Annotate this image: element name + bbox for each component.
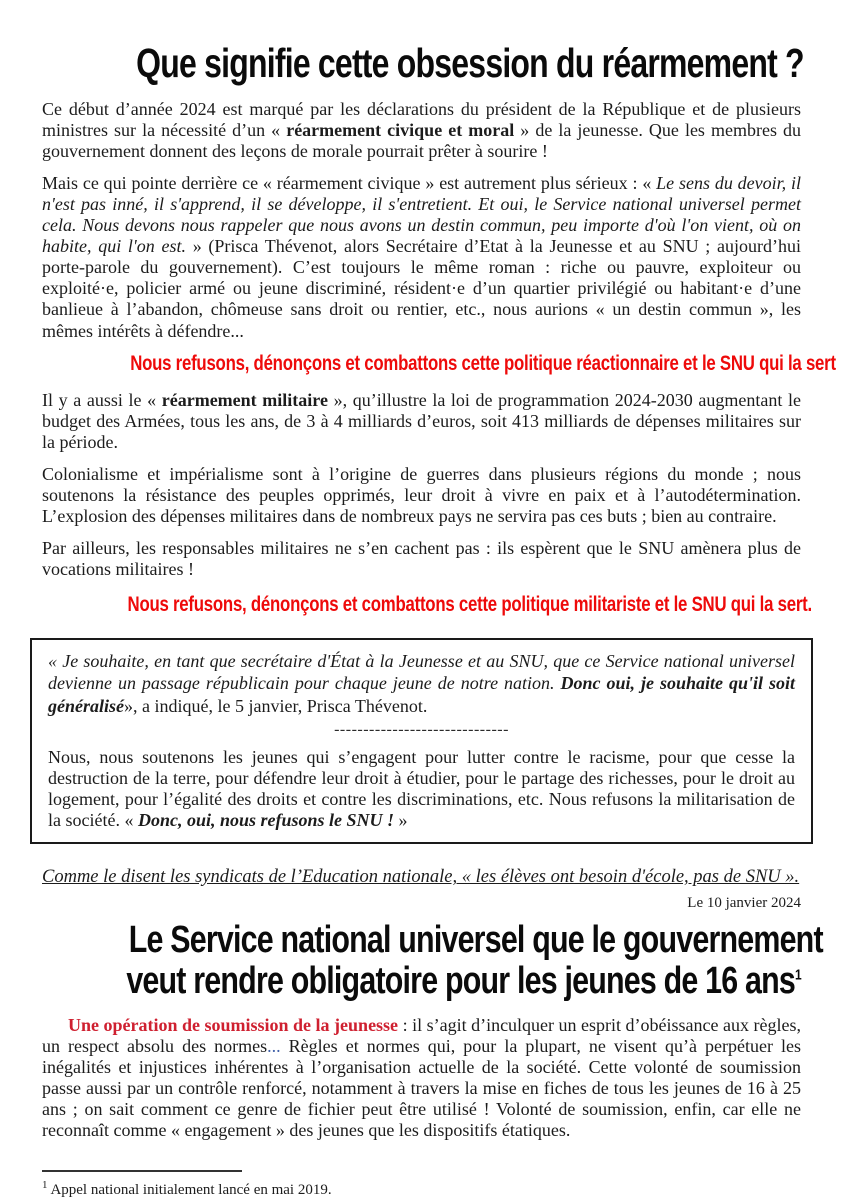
text-segment: Nous, nous soutenons les jeunes qui s’engagent pour lutter contre le racisme, pour que cesse la destruction de la terre, pour défendre leur droit à étudier, pour le partage des richesses, pour le droit au logement, pour l’égalité des droits et contre les discriminations, etc. Nous refusons la militarisation de la société. « <box>48 746 795 830</box>
text-segment: Donc oui, je souhaite qu'il soit généralisé <box>48 673 795 716</box>
slogan-militariste-text: Nous refusons, dénonçons et combattons cette politique militariste et le SNU qui la sert. <box>127 592 812 616</box>
text-segment: » (Prisca Thévenot, alors Secrétaire d’Etat à la Jeunesse et au SNU ; aujourd’hui porte-parole du gouvernement). C’est toujours le même roman : riche ou pauvre, exploiteur ou exploité·e, policier armé ou jeune discriminé, résident·e d’un quartier privilégié ou habitant·e d’une banlieue à l’abandon, chômeuse sans droit ou rentier, etc., nous aurions « un destin commun », les mêmes intérêts à défendre... <box>42 236 802 341</box>
text-segment: » de la jeunesse. Que les membres du gouvernement donnent des leçons de morale pourrait prêter à sourire ! <box>42 120 802 162</box>
paragraph-responsables <box>42 538 801 580</box>
text-segment: réarmement civique et moral <box>286 120 515 141</box>
footnote-mark: 1 <box>42 1178 48 1191</box>
text-segment: Ce début d’année 2024 est marqué par les déclarations du président de la République et de plusieurs ministres sur la nécessité d’un « <box>42 99 801 141</box>
footnote-text: Appel national initialement lancé en mai 2019. <box>50 1181 332 1198</box>
text-segment: Donc, oui, nous refusons le SNU ! <box>137 809 395 830</box>
text-segment: ... <box>267 1036 281 1057</box>
main-title <box>42 40 804 86</box>
slogan-reactionnaire <box>42 351 836 375</box>
quote-box <box>30 638 813 844</box>
secondary-title-line1: Le Service national universel que le gouvernement <box>128 918 823 961</box>
main-title-text: Que signifie cette obsession du réarmement ? <box>136 40 804 86</box>
footnote-reference-mark: 1 <box>794 966 801 984</box>
paragraph-militaire <box>42 390 801 453</box>
secondary-title <box>42 918 823 1004</box>
union-quote-line: Comme le disent les syndicats de l’Education nationale, « les élèves ont besoin d'école, pas de SNU ». <box>42 867 800 888</box>
footnote <box>42 1179 801 1199</box>
slogan-militariste <box>42 592 812 616</box>
text-segment: « Je souhaite, en tant que secrétaire d'État à la Jeunesse et au SNU, que ce Service national universel devienne un passage républicain pour chaque jeune de notre nation. <box>48 651 795 694</box>
text-segment: Règles et normes qui, pour la plupart, ne visent qu’à perpétuer les inégalités et injustices inhérentes à l’organisation actuelle de la société. Cette volonté de soumission passe aussi par un contrôle renforcé, notamment à travers la mise en fiches de tous les jeunes de 16 à 25 ans ; on sait comment ce genre de fichier peut être utilisé ! Volonté de soumission, enfin, car elle ne reconnaît comme « engagement » des jeunes que les dispositifs étatiques. <box>42 1036 801 1141</box>
paragraph-soumission <box>42 1015 801 1141</box>
paragraph-colonialisme <box>42 464 801 527</box>
text-segment: », qu’illustre la loi de programmation 2024-2030 augmentant le budget des Armées, tous les ans, de 3 à 4 milliards d’euros, soit 413 milliards de dépenses militaires sur la période. <box>42 389 801 452</box>
slogan-reactionnaire-text: Nous refusons, dénonçons et combattons cette politique réactionnaire et le SNU qui la sert <box>130 351 836 375</box>
quote-thevenot <box>48 650 795 717</box>
paragraph-civique <box>42 173 801 341</box>
dashed-separator: ------------------------------ <box>334 720 509 738</box>
text-segment: » <box>394 809 408 830</box>
text-segment: réarmement militaire <box>161 389 328 410</box>
text-segment: Par ailleurs, les responsables militaires ne s’en cachent pas : ils espèrent que le SNU amènera plus de vocations militaires ! <box>42 537 801 579</box>
text-segment: Colonialisme et impérialisme sont à l’origine de guerres dans plusieurs régions du monde ; nous soutenons la résistance des peuples opprimés, leur droit à vivre en paix et à l’autodétermination. L’explosion des dépenses militaires dans de nombreux pays ne servira pas ces buts ; bien au contraire. <box>42 463 801 526</box>
text-segment: Une opération de soumission de la jeunesse <box>68 1015 399 1036</box>
text-segment: Le sens du devoir, il n'est pas inné, il s'apprend, il se développe, il s'entretient. Et oui, le Service national universel permet cela. Nous devons nous rappeler que nous avons un destin commun, peu importe d'où l'on vient, où on habite, qui l'on est. <box>42 173 801 257</box>
text-segment: : il s’agit d’inculquer un esprit d’obéissance aux règles, un respect absolu des normes <box>42 1015 801 1057</box>
secondary-title-line2: veut rendre obligatoire pour les jeunes de 16 ans <box>126 960 795 1003</box>
text-segment: », a indiqué, le 5 janvier, Prisca Thévenot. <box>124 695 428 716</box>
quote-response <box>48 747 795 831</box>
date-line: Le 10 janvier 2024 <box>687 894 801 911</box>
footnote-rule <box>42 1170 242 1172</box>
text-segment: Il y a aussi le « <box>42 389 162 410</box>
secondary-title-line2-wrap <box>126 961 801 1003</box>
text-segment: Mais ce qui pointe derrière ce « réarmement civique » est autrement plus sérieux : « <box>42 173 657 194</box>
paragraph-intro <box>42 99 801 162</box>
